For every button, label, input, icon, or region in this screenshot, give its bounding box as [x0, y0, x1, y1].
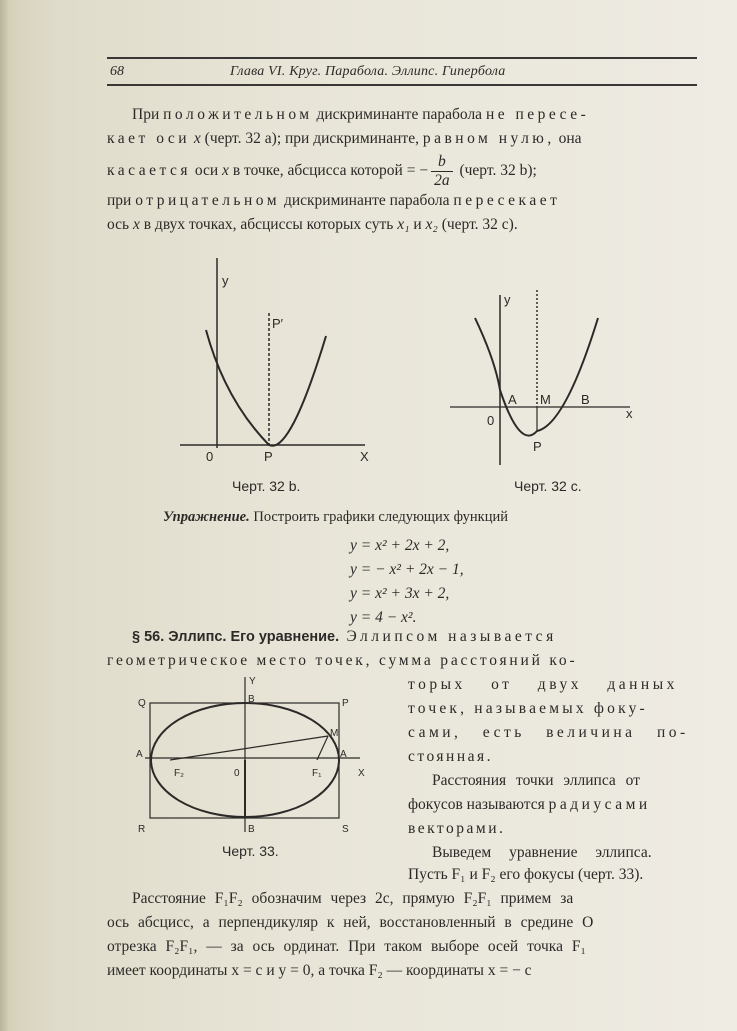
text-line: ось x в двух точках, абсциссы которых суть x₁ и x₂ (черт. 32 c).	[107, 216, 518, 233]
section-title: Эллипс. Его уравнение.	[164, 629, 340, 645]
text-line: Пусть F₁ и F₂ его фокусы (черт. 33).	[408, 866, 644, 883]
svg-text:y: y	[222, 273, 229, 288]
caption-figure-32c: Черт. 32 c.	[514, 478, 582, 494]
svg-text:A: A	[508, 392, 517, 407]
text-line: При положительном дискриминанте парабола не пересе-	[132, 106, 590, 123]
svg-text:F₁: F₁	[312, 768, 322, 779]
svg-text:F₂: F₂	[174, 768, 184, 779]
svg-text:X: X	[358, 768, 365, 779]
caption-figure-32b: Черт. 32 b.	[232, 478, 301, 494]
svg-text:0: 0	[234, 768, 240, 779]
header-top-rule	[107, 57, 697, 59]
text-line: векторами.	[408, 820, 506, 837]
exercise-heading: Упражнение. Построить графики следующих функций	[163, 509, 508, 525]
text-line: сами, есть величина по-	[408, 724, 689, 741]
running-title: Глава VI. Круг. Парабола. Эллипс. Гипербола	[230, 64, 506, 79]
equation: y = 4 − x².	[350, 609, 417, 626]
exercise-label: Упражнение.	[163, 509, 250, 525]
text-line: при отрицательном дискриминанте парабола пересекает	[107, 192, 561, 209]
text-line: геометрическое место точек, сумма расстояний ко-	[107, 652, 578, 669]
svg-text:M: M	[330, 728, 339, 739]
svg-text:B: B	[581, 392, 590, 407]
svg-text:A: A	[136, 749, 143, 760]
header-bottom-rule	[107, 84, 697, 86]
svg-text:P: P	[264, 449, 273, 464]
svg-text:P: P	[533, 439, 542, 454]
figure-33-ellipse	[130, 672, 370, 842]
svg-text:B: B	[248, 824, 255, 835]
text-line: имеет координаты x = c и y = 0, а точка F₂ — координаты x = − c	[107, 962, 532, 979]
figure-32c-parabola-two-roots	[440, 285, 650, 465]
text-line: Выведем уравнение эллипса.	[432, 844, 652, 861]
svg-text:M: M	[540, 392, 551, 407]
text-line: кает оси x (черт. 32 a); при дискриминанте, равном нулю, она	[107, 130, 582, 147]
text-line: Расстояние F₁F₂ обозначим через 2c, прямую F₂F₁ примем за	[132, 890, 574, 907]
svg-text:S: S	[342, 824, 349, 835]
svg-text:P: P	[342, 698, 349, 709]
text-line: фокусов называются радиусами	[408, 796, 651, 813]
text-line: точек, называемых фоку-	[408, 700, 648, 717]
text-line: отрезка F₂F₁, — за ось ординат. При таком выборе осей точка F₁	[107, 938, 586, 955]
svg-text:X: X	[360, 449, 369, 464]
text-line: торых от двух данных	[408, 676, 678, 693]
svg-text:0: 0	[487, 413, 495, 428]
section-56-heading: § 56. Эллипс. Его уравнение. Эллипсом называется	[132, 628, 557, 645]
svg-text:x: x	[626, 406, 633, 421]
text-line: касается оси x в точке, абсцисса которой = − $\frac{b}{2a}$ (черт. 32 b);	[107, 153, 537, 189]
svg-text:Y: Y	[249, 676, 256, 687]
figure-32b-parabola-tangent	[180, 250, 420, 470]
svg-text:P′: P′	[272, 316, 284, 331]
caption-figure-33: Черт. 33.	[222, 843, 279, 859]
page-number: 68	[110, 64, 124, 79]
equation: y = x² + 3x + 2,	[350, 585, 450, 602]
svg-text:R: R	[138, 824, 146, 835]
equation: y = − x² + 2x − 1,	[350, 561, 464, 578]
svg-text:Q: Q	[138, 698, 146, 709]
exercise-equations	[350, 534, 464, 630]
svg-text:0: 0	[206, 449, 214, 464]
text-line: стоянная.	[408, 748, 494, 765]
text-line: Расстояния точки эллипса от	[432, 772, 640, 789]
equation: y = x² + 2x + 2,	[350, 537, 450, 554]
fraction-b-over-2a: $\frac{b}{2a}$	[431, 153, 453, 190]
svg-text:B: B	[248, 694, 255, 705]
text-line: ось абсцисс, а перпендикуляр к ней, восстановленный в средине O	[107, 914, 594, 931]
svg-text:y: y	[504, 292, 511, 307]
svg-text:A: A	[340, 749, 347, 760]
